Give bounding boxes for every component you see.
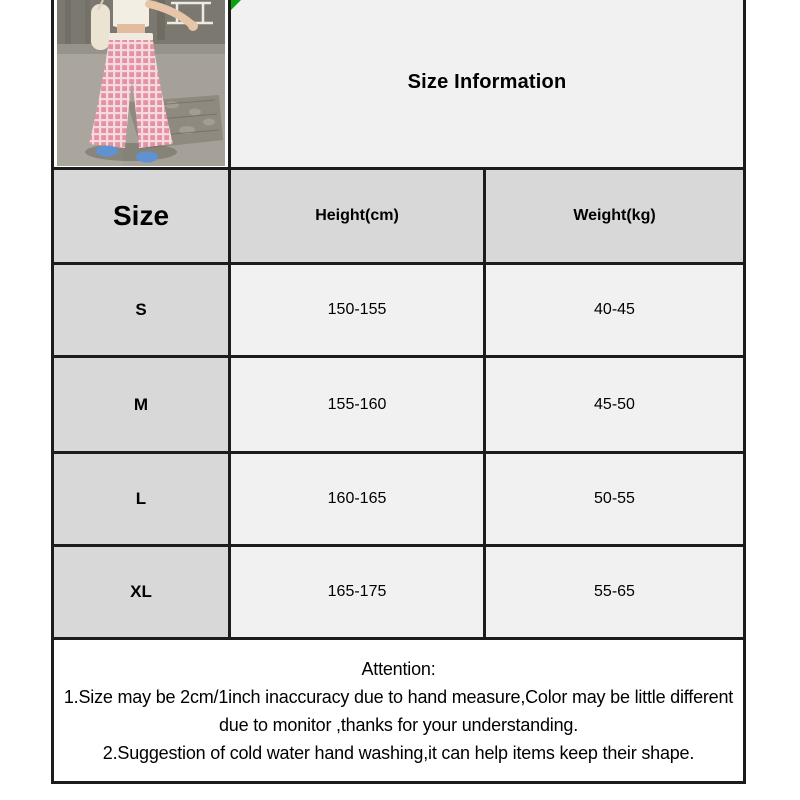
product-photo-cell	[53, 0, 230, 169]
weight-value: 55-65	[485, 546, 745, 639]
column-header-size: Size	[53, 169, 230, 264]
table-row-xl	[53, 546, 745, 639]
height-value: 160-165	[230, 453, 485, 546]
column-header-weight: Weight(kg)	[485, 169, 745, 264]
size-label: XL	[53, 546, 230, 639]
size-label: S	[53, 264, 230, 357]
height-value: 165-175	[230, 546, 485, 639]
attention-box	[53, 639, 745, 783]
column-header-height: Height(cm)	[230, 169, 485, 264]
title-cell	[230, 0, 745, 169]
attention-note-1: 1.Size may be 2cm/1inch inaccuracy due to hand measure,Color may be little different due to monitor ,thanks for your understanding.	[63, 686, 734, 735]
height-value: 150-155	[230, 264, 485, 357]
size-information-table	[51, 0, 746, 784]
table-row-m	[53, 357, 745, 453]
cell-corner-marker-icon	[231, 0, 244, 10]
attention-heading: Attention:	[361, 658, 436, 679]
table-row-l	[53, 453, 745, 546]
size-label: L	[53, 453, 230, 546]
table-row-s	[53, 264, 745, 357]
weight-value: 45-50	[485, 357, 745, 453]
weight-value: 40-45	[485, 264, 745, 357]
height-value: 155-160	[230, 357, 485, 453]
attention-note-2: 2.Suggestion of cold water hand washing,it can help items keep their shape.	[102, 742, 695, 763]
size-label: M	[53, 357, 230, 453]
weight-value: 50-55	[485, 453, 745, 546]
page-title: Size Information	[407, 70, 567, 93]
product-photo	[57, 0, 225, 166]
